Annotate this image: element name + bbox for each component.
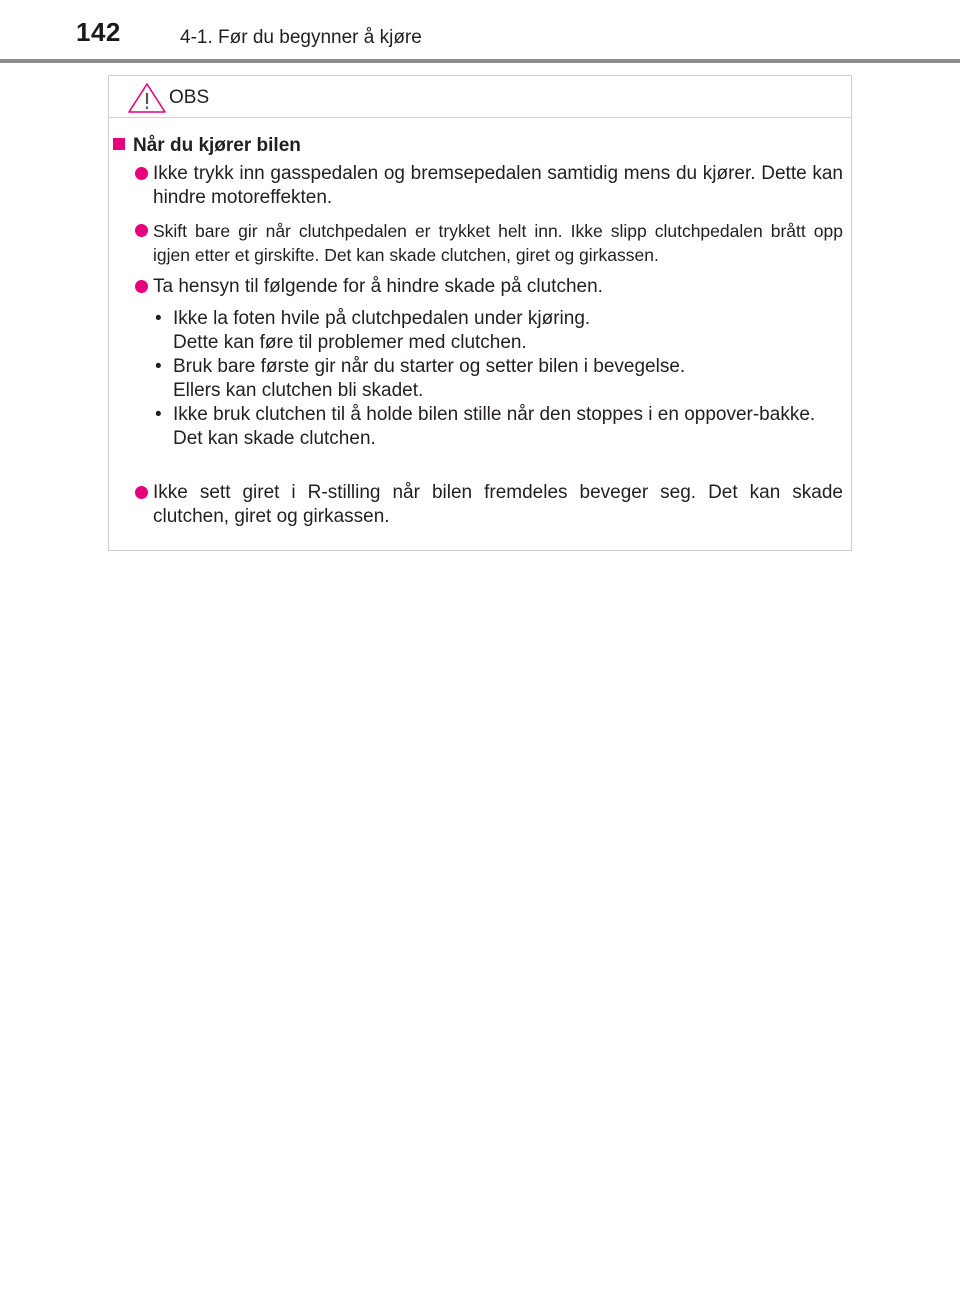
list-item-line: Dette kan føre til problemer med clutchen. [173, 332, 527, 353]
list-item-line: Ikke la foten hvile på clutchpedalen under kjøring. [173, 308, 591, 329]
list-item-line: Det kan skade clutchen. [173, 428, 376, 449]
section-heading [113, 135, 301, 157]
caution-box [108, 75, 852, 551]
caution-header [109, 76, 851, 118]
bullet-dot-icon [135, 224, 148, 237]
bullet-text: Ta hensyn til følgende for å hindre skade på clutchen. [153, 276, 603, 297]
bullet-text: Ikke sett giret i R-stilling når bilen fremdeles beveger seg. Det kan skade clutchen, giret og girkassen. [153, 482, 843, 527]
list-item-line: Bruk bare første gir når du starter og setter bilen i bevegelse. [173, 356, 686, 377]
caution-bullet [153, 162, 843, 210]
bullet-text: Skift bare gir når clutchpedalen er trykket helt inn. Ikke slipp clutchpedalen brått opp igjen etter et girskifte. Det kan skade clutchen, giret og girkassen. [153, 221, 843, 265]
bullet-dot-icon [135, 167, 148, 180]
list-marker: • [155, 356, 162, 377]
list-item [153, 307, 843, 355]
page-header [0, 0, 960, 64]
list-item-line: Ikke bruk clutchen til å holde bilen stille når den stoppes i en oppover-bakke. [173, 404, 816, 425]
caution-bullet [153, 481, 843, 529]
list-item [153, 355, 843, 403]
clutch-sub-list [153, 307, 843, 451]
warning-triangle-icon [127, 82, 167, 114]
bullet-dot-icon [135, 486, 148, 499]
page-number: 142 [76, 17, 121, 47]
list-marker: • [155, 404, 162, 425]
section-heading-text: Når du kjører bilen [133, 135, 301, 156]
header-rule [0, 59, 960, 63]
bullet-text: Ikke trykk inn gasspedalen og bremsepedalen samtidig mens du kjører. Dette kan hindre motoreffekten. [153, 163, 843, 208]
caution-bullet [153, 275, 843, 299]
bullet-dot-icon [135, 280, 148, 293]
square-bullet-icon [113, 138, 125, 150]
caution-label: OBS [169, 87, 210, 108]
chapter-title: 4-1. Før du begynner å kjøre [180, 27, 422, 48]
list-marker: • [155, 308, 162, 329]
list-item-line: Ellers kan clutchen bli skadet. [173, 380, 424, 401]
caution-bullet [153, 219, 843, 267]
list-item [153, 403, 843, 451]
